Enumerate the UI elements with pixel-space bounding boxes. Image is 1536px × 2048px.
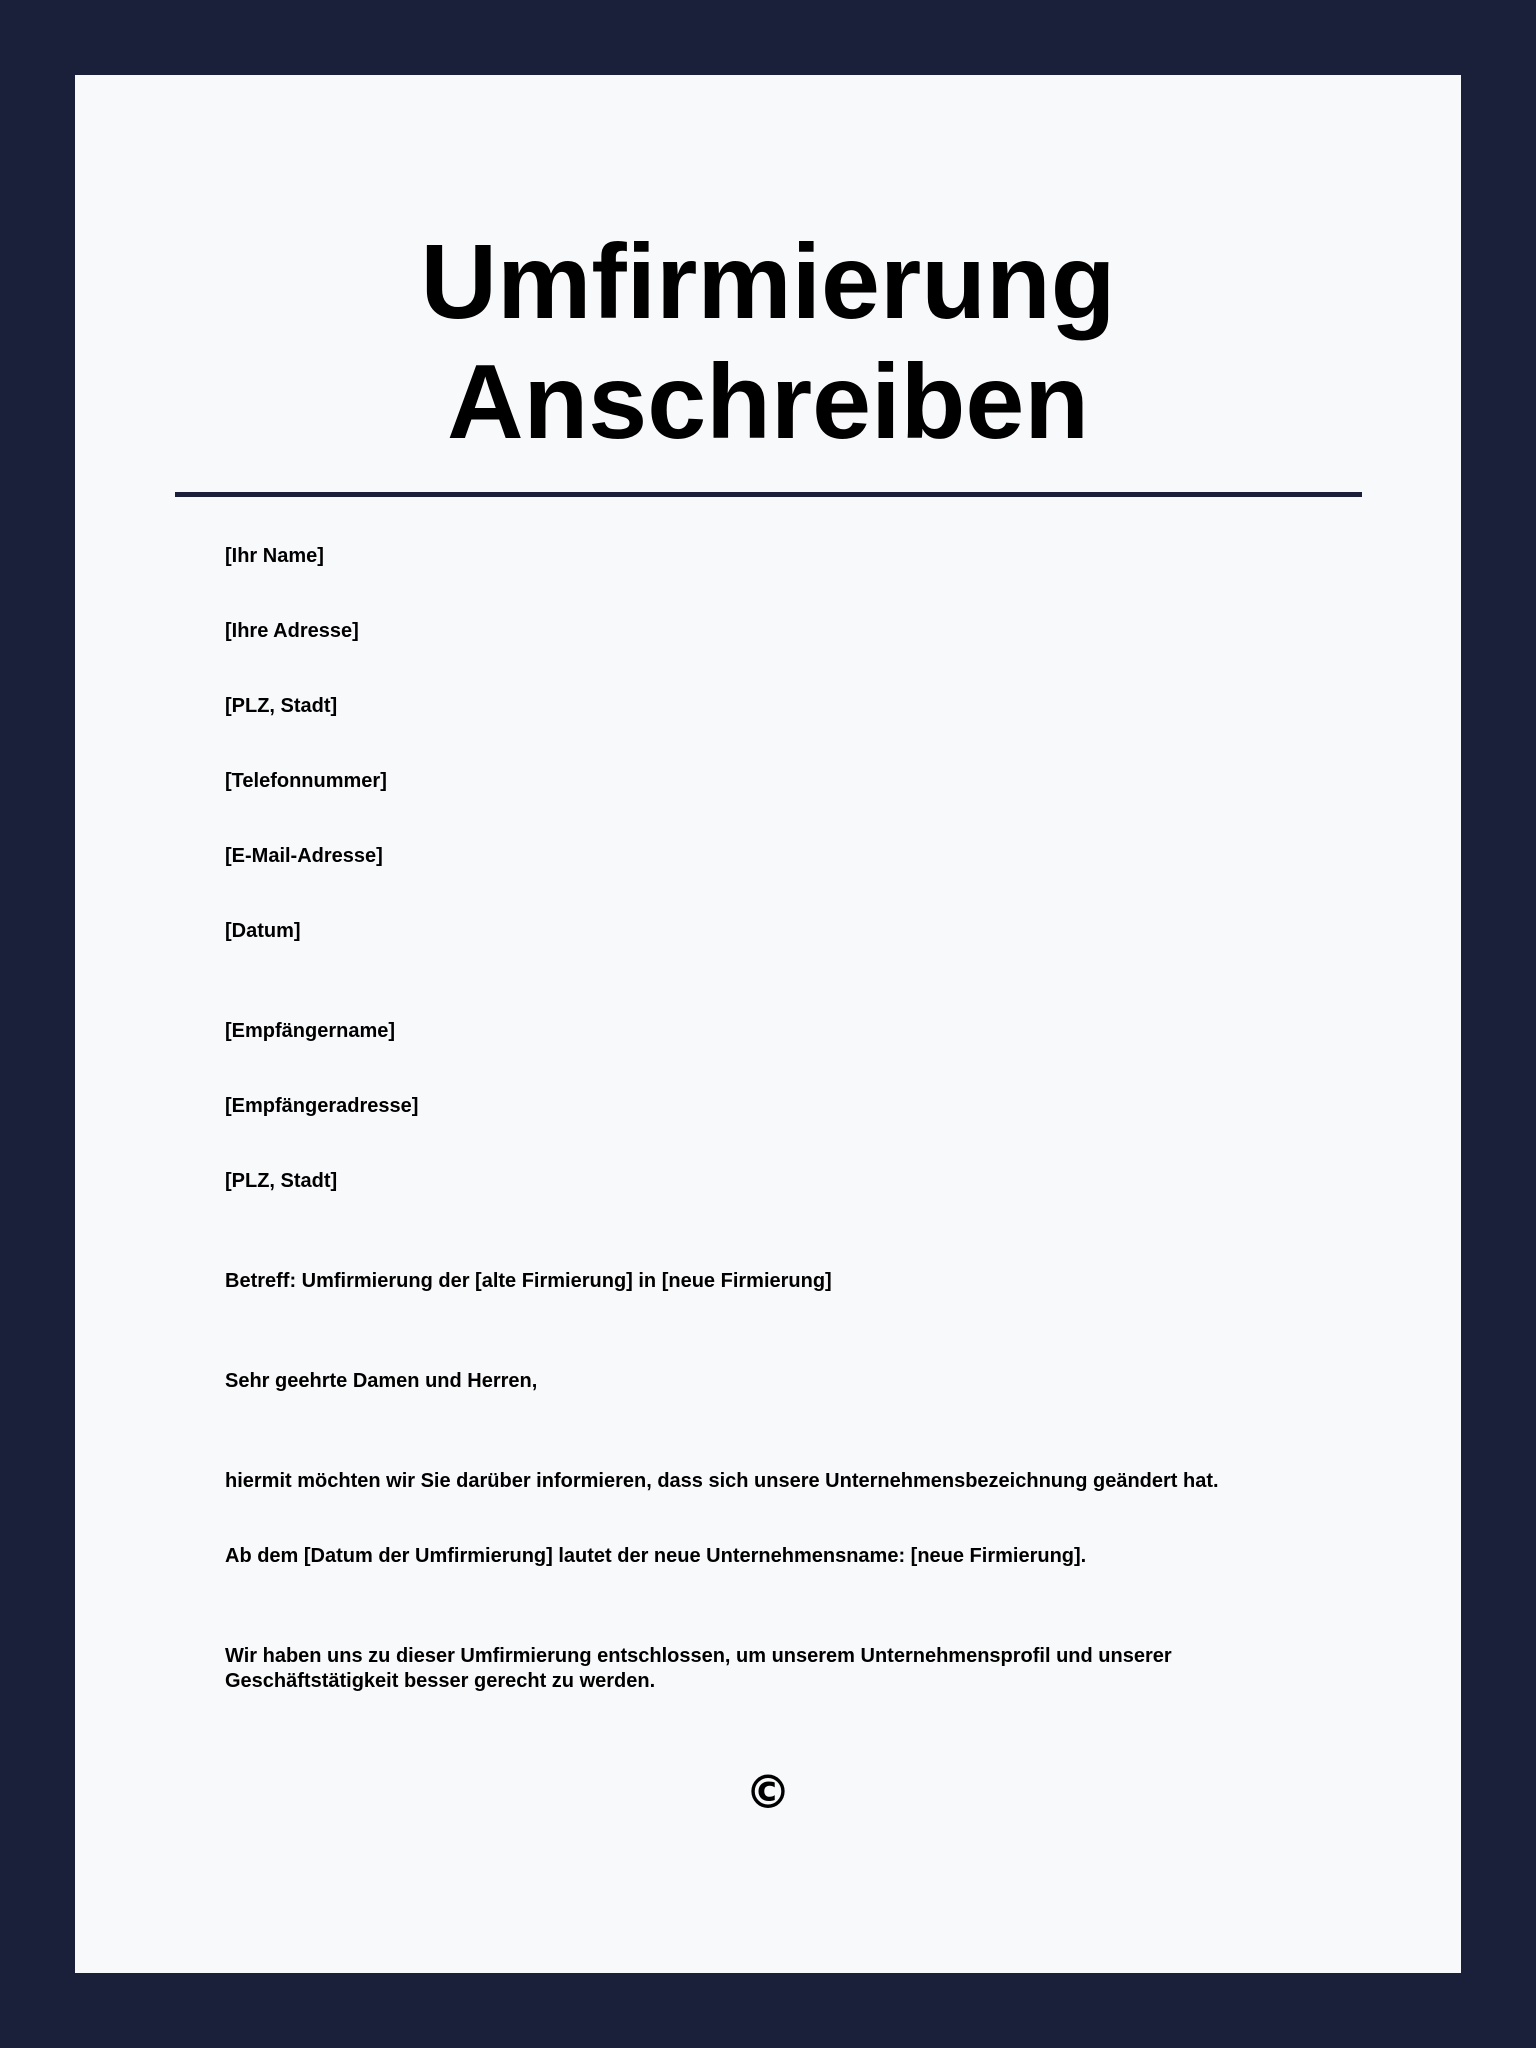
title-line-2: Anschreiben bbox=[446, 343, 1090, 461]
recipient-name: [Empfängername] bbox=[225, 1020, 396, 1042]
document-title bbox=[75, 222, 1461, 462]
title-line-1: Umfirmierung bbox=[420, 223, 1116, 341]
copyright-icon: © bbox=[745, 1765, 791, 1819]
sender-address: [Ihre Adresse] bbox=[225, 620, 359, 642]
salutation: Sehr geehrte Damen und Herren, bbox=[225, 1370, 538, 1392]
recipient-address: [Empfängeradresse] bbox=[225, 1095, 419, 1117]
document-page bbox=[75, 75, 1461, 1973]
sender-name: [Ihr Name] bbox=[225, 545, 324, 567]
recipient-city: [PLZ, Stadt] bbox=[225, 1170, 338, 1192]
sender-email: [E-Mail-Adresse] bbox=[225, 845, 383, 867]
subject-line: Betreff: Umfirmierung der [alte Firmierung] in [neue Firmierung] bbox=[225, 1270, 832, 1292]
body-paragraph: Wir haben uns zu dieser Umfirmierung entschlossen, um unserem Unternehmensprofil und unserer Geschäftstätigkeit besser gerecht zu werden. bbox=[225, 1645, 1172, 1692]
sender-city: [PLZ, Stadt] bbox=[225, 695, 338, 717]
body-paragraph: Ab dem [Datum der Umfirmierung] lautet der neue Unternehmensname: [neue Firmierung]. bbox=[225, 1545, 1087, 1567]
body-paragraph: hiermit möchten wir Sie darüber informieren, dass sich unsere Unternehmensbezeichnung geändert hat. bbox=[225, 1470, 1219, 1492]
letter-date: [Datum] bbox=[225, 920, 301, 942]
sender-phone: [Telefonnummer] bbox=[225, 770, 387, 792]
title-divider bbox=[175, 492, 1362, 497]
